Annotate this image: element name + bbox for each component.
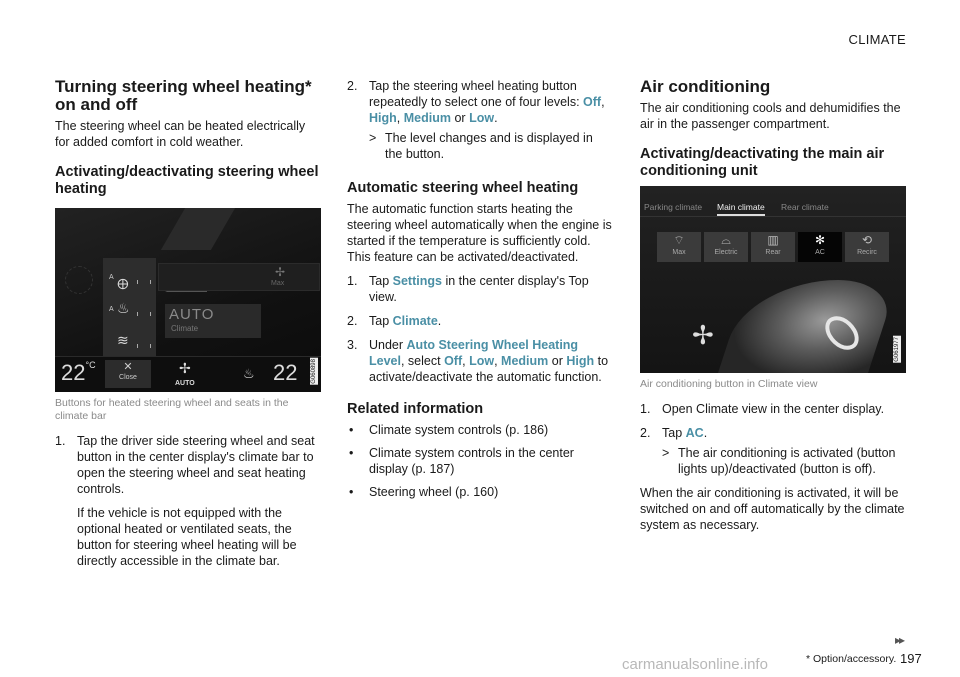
seat-heat-icon[interactable]: ♨: [117, 300, 130, 316]
step-2-result: [369, 130, 613, 162]
separator-or: or: [454, 111, 466, 125]
climate-label: Climate: [171, 324, 199, 333]
auto-level-off: Off: [444, 354, 463, 368]
ac-button[interactable]: [798, 232, 842, 262]
column-air-conditioning: [640, 78, 908, 541]
rear-defrost-button[interactable]: [751, 232, 795, 262]
image-caption: Buttons for heated steering wheel and seats in the climate bar: [55, 397, 289, 422]
column-steering-heating: [55, 78, 322, 577]
section-title-steering-heating: Turning steering wheel heating* on and off: [55, 77, 312, 114]
next-page-arrow[interactable]: ▸▸: [895, 633, 904, 647]
auto-label[interactable]: AUTO: [169, 306, 215, 323]
result-marker: >: [662, 446, 670, 460]
result-marker: >: [369, 131, 377, 145]
step-number: 2.: [640, 426, 651, 440]
separator-or: or: [551, 354, 563, 368]
watermark: carmanualsonline.info: [622, 656, 768, 673]
step-note: If the vehicle is not equipped with the optional heated or ventilated seats, the button for steering wheel heating will be directly accessible in the climate bar.: [77, 506, 297, 568]
step-2: 2. Tap the steering wheel heating button repeatedly to select one of four levels: Off, High, Medium or Low. > The level changes and is displayed in the button.: [347, 78, 613, 162]
tab-main-climate[interactable]: Main climate: [717, 202, 765, 216]
button-label: Recirc: [857, 249, 877, 256]
step-number: 2.: [347, 314, 358, 328]
step-text: .: [703, 426, 708, 440]
step-text: .: [437, 314, 442, 328]
temperature-left[interactable]: [61, 360, 96, 386]
subtitle-activating-steering-heating: Activating/deactivating steering wheel heating: [55, 164, 319, 197]
settings-key: Settings: [392, 274, 442, 288]
level-high: High: [369, 111, 397, 125]
max-defrost-icon: ⌔: [673, 233, 685, 247]
step-text: Tap: [369, 274, 390, 288]
fan-icon: ✢: [692, 320, 714, 350]
step-number: 1.: [55, 434, 66, 448]
close-label: Close: [119, 374, 137, 381]
step-text: to activate/deactivate the automatic function.: [369, 354, 609, 384]
related-list: [347, 422, 613, 500]
step-text: Tap the steering wheel heating button repeatedly to select one of four levels:: [369, 79, 580, 109]
related-link[interactable]: • Climate system controls in the center display (p. 187): [347, 445, 613, 477]
windshield-icon: ⌓: [721, 233, 731, 247]
intro-text: The steering wheel can be heated electrically for added comfort in cold weather.: [55, 119, 306, 149]
close-icon: ✕: [123, 361, 133, 373]
temp-unit: °C: [85, 360, 96, 370]
auto-level-key: Auto Steering Wheel Heating Level: [369, 338, 579, 368]
step-1: [55, 433, 322, 569]
temperature-right[interactable]: 22: [273, 360, 298, 385]
button-label: AC: [815, 249, 825, 256]
option-footnote: * Option/accessory.: [806, 653, 897, 665]
result-text: The air conditioning is activated (button lights up)/deactivated (button is off).: [678, 446, 896, 476]
auto-indicator-a: A: [109, 274, 114, 281]
passenger-seat-heat-icon[interactable]: ♨: [243, 366, 255, 381]
related-link[interactable]: • Steering wheel (p. 160): [347, 484, 613, 500]
result-text: The level changes and is displayed in the button.: [385, 131, 593, 161]
climate-view-screenshot: [640, 186, 906, 373]
tab-rear-climate[interactable]: Rear climate: [781, 202, 829, 212]
auto-level-high: High: [566, 354, 595, 368]
related-heading: Related information: [347, 401, 484, 417]
ac-step-2: [640, 425, 908, 477]
button-label: Rear: [765, 249, 781, 256]
separator: ,: [601, 95, 605, 109]
step-text: Tap the driver side steering wheel and seat button in the center display's climate bar to open the steering wheel and seat heating controls.: [77, 434, 315, 496]
step-number: 2.: [347, 79, 358, 93]
auto-level-low: Low: [469, 354, 495, 368]
step-text: in the center display's Top view.: [369, 274, 589, 304]
level-medium: Medium: [403, 111, 451, 125]
step-number: 1.: [640, 402, 651, 416]
max-defrost-button[interactable]: [657, 232, 701, 262]
auto-step-2: [347, 313, 613, 329]
auto-text: The automatic function starts heating the steering wheel automatically when the engine is started if the temperature is sufficiently cold. This feature can be activated/deactivated.: [347, 202, 612, 264]
seat-vent-icon[interactable]: ≋: [117, 332, 129, 348]
close-button[interactable]: [105, 360, 151, 388]
auto-heading: Automatic steering wheel heating: [347, 180, 579, 196]
temp-left-value: 22: [61, 360, 86, 385]
subtitle-activating-ac: Activating/deactivating the main air conditioning unit: [640, 146, 885, 179]
image-caption: Air conditioning button in Climate view: [640, 378, 818, 390]
step-text: Tap: [662, 426, 683, 440]
level-off: Off: [583, 95, 602, 109]
steering-wheel-heat-icon[interactable]: 🜨: [117, 276, 129, 292]
auto-step-1: [347, 273, 613, 305]
ac-icon: ✻: [814, 233, 826, 247]
step-number: 3.: [347, 338, 358, 352]
auto-small-label: AUTO: [175, 380, 195, 387]
section-title-air-conditioning: Air conditioning: [640, 77, 771, 96]
page-number: 197: [900, 651, 922, 666]
step-list: [55, 433, 322, 569]
max-label: Max: [271, 280, 285, 287]
step-text: Open Climate view in the center display.: [662, 402, 885, 416]
tab-parking-climate[interactable]: Parking climate: [644, 202, 703, 212]
ac-key: AC: [685, 426, 704, 440]
step-text: Tap: [369, 314, 390, 328]
button-label: Electric: [714, 249, 738, 256]
page-header: CLIMATE: [848, 32, 906, 47]
column-steering-heating-cont: [347, 78, 613, 507]
step-text: , select: [400, 354, 441, 368]
electric-defrost-button[interactable]: [704, 232, 748, 262]
fan-icon: ✢: [275, 265, 286, 279]
auto-level-medium: Medium: [501, 354, 549, 368]
auto-indicator-seat: A: [109, 306, 114, 313]
rear-window-icon: ▥: [767, 233, 779, 247]
related-link[interactable]: • Climate system controls (p. 186): [347, 422, 613, 438]
button-label: Max: [672, 249, 686, 256]
ac-intro: The air conditioning cools and dehumidifies the air in the passenger compartment.: [640, 101, 901, 131]
climate-key: Climate: [392, 314, 438, 328]
step-list-cont: [347, 78, 613, 162]
figure-code: G060898: [311, 359, 317, 384]
ac-step-list: [640, 401, 908, 477]
level-low: Low: [469, 111, 495, 125]
step-number: 1.: [347, 274, 358, 288]
recirc-button[interactable]: [845, 232, 889, 262]
auto-step-3: 3. Under Auto Steering Wheel Heating Level, select Off, Low, Medium or High to activate/deactivate the automatic function.: [347, 338, 609, 384]
ac-step-2-result: [662, 445, 908, 477]
fan-auto-icon[interactable]: ✢: [179, 360, 191, 376]
separator: ,: [396, 111, 401, 125]
auto-step-list: [347, 273, 613, 385]
ac-outro: When the air conditioning is activated, it will be switched on and off automatically by the climate system as necessary.: [640, 486, 905, 532]
step-text: Under: [369, 338, 404, 352]
recirculation-icon: ⟲: [861, 233, 873, 247]
ac-step-1: [640, 401, 908, 417]
figure-code: G061977: [894, 337, 900, 362]
climate-bar-screenshot: [55, 208, 321, 392]
